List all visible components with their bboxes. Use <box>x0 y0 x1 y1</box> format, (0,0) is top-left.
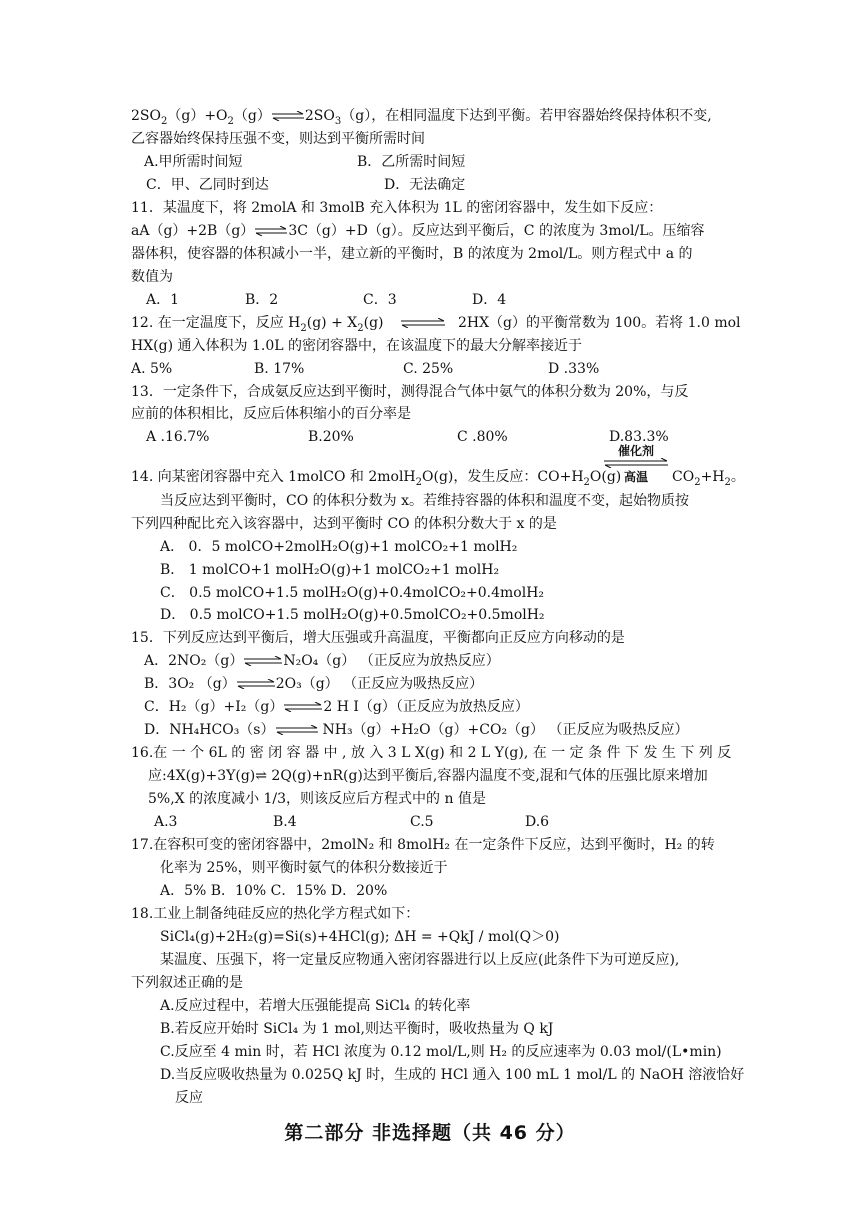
equilibrium-arrow-icon <box>271 111 305 121</box>
high-temperature-label: 高温 <box>623 470 648 484</box>
q14-option-b: B． 1 molCO+1 molH₂O(g)+1 molCO₂+1 molH₂ <box>160 562 500 578</box>
q10-option-b: B．乙所需时间短 <box>357 154 466 170</box>
q14-option-c: C． 0.5 molCO+1.5 molH₂O(g)+0.4molCO₂+0.4molH₂ <box>160 585 545 601</box>
q16-option-c: C.5 <box>410 814 434 830</box>
q18-option-c: C.反应至 4 min 时，若 HCl 浓度为 0.12 mol/L,则 H₂ 的反应速率为 0.03 mol/(L•min) <box>160 1044 722 1060</box>
q11-line-2: aA（g）+2B（g） 3C（g）+D（g）。反应达到平衡后，C 的浓度为 3mol/L。压缩容 <box>131 223 705 239</box>
q15-line-1: 15．下列反应达到平衡后，增大压强或升高温度，平衡都向正反应方向移动的是 <box>131 630 625 646</box>
q14-line-3: 下列四种配比充入该容器中，达到平衡时 CO 的体积分数大于 x 的是 <box>131 516 557 532</box>
q12-option-a: A. 5% <box>131 361 173 377</box>
q16-line-1: 16.在 一 个 6L 的 密 闭 容 器 中 , 放 入 3 L X(g) 和 2 L Y(g), 在 一 定 条 件 下 发 生 下 列 反 <box>131 745 732 761</box>
q10-line-1: $2SO_2(g)+O_2(g)$ $2SO_3(g)$，在相同温度下达到平衡。若甲容器始终保持体积不变, <box>131 108 712 127</box>
q16-option-d: D.6 <box>525 814 550 830</box>
q15-option-c: C．H₂（g）+I₂（g） 2 H I（g）（正反应为放热反应） <box>144 699 529 715</box>
q16-line-2: 应:4X(g)+3Y(g)⇌ 2Q(g)+nR(g)达到平衡后,容器内温度不变,混和气体的压强比原来增加 <box>148 768 708 784</box>
q13-option-c: C .80% <box>457 429 508 445</box>
equilibrium-arrow-icon <box>400 318 446 328</box>
q18-option-b: B.若反应开始时 SiCl₄ 为 1 mol,则达平衡时，吸收热量为 Q kJ <box>160 1021 554 1037</box>
q18-equation: SiCl₄(g)+2H₂(g)=Si(s)+4HCl(g); ΔH = +QkJ / mol(Q＞0) <box>160 929 560 945</box>
q17-line-2: 化率为 25%，则平衡时氨气的体积分数接近于 <box>160 860 448 876</box>
q15-option-b: B．3O₂ （g） 2O₃（g） （正反应为吸热反应） <box>144 676 484 692</box>
q11-option-d: D．4 <box>472 292 507 308</box>
q10-option-d: D．无法确定 <box>384 177 466 193</box>
q11-option-c: C．3 <box>363 292 397 308</box>
catalyst-label: 催化剂 <box>617 444 654 458</box>
q12-option-b: B. 17% <box>254 361 305 377</box>
q16-option-b: B.4 <box>273 814 297 830</box>
q11-line-1: 11．某温度下，将 2molA 和 3molB 充入体积为 1L 的密闭容器中，发生如下反应： <box>131 200 663 216</box>
q18-line-3: 某温度、压强下，将一定量反应物通入密闭容器进行以上反应(此条件下为可逆反应), <box>160 952 680 968</box>
q13-option-d: D.83.3% <box>609 429 669 445</box>
equilibrium-arrow-icon <box>275 725 319 735</box>
q16-option-a: A.3 <box>154 814 178 830</box>
q18-option-d-continued: 反应 <box>175 1090 203 1106</box>
equilibrium-arrow-icon <box>283 702 323 712</box>
q11-option-a: A．1 <box>146 292 180 308</box>
q18-option-a: A.反应过程中，若增大压强能提高 SiCl₄ 的转化率 <box>160 998 471 1014</box>
equilibrium-arrow-icon <box>236 679 276 689</box>
q10-line-2: 乙容器始终保持压强不变，则达到平衡所需时间 <box>131 131 425 147</box>
q17-line-1: 17.在容积可变的密闭容器中，2molN₂ 和 8molH₂ 在一定条件下反应，达到平衡时，H₂ 的转 <box>131 837 715 853</box>
q12-option-d: D .33% <box>548 361 600 377</box>
q15-option-d: D．NH₄HCO₃（s） NH₃（g）+H₂O（g）+CO₂（g） （正反应为吸热反应） <box>144 722 689 738</box>
q12-line-2: HX(g) 通入体积为 1.0L 的密闭容器中，在该温度下的最大分解率接近于 <box>131 338 582 354</box>
q18-line-1: 18.工业上制备纯硅反应的热化学方程式如下： <box>131 906 420 922</box>
q17-options: A．5% B．10% C．15% D．20% <box>160 883 388 899</box>
q16-line-3: 5%,X 的浓度减小 1/3，则该反应后方程式中的 n 值是 <box>148 791 486 807</box>
q15-option-a: A．2NO₂（g） N₂O₄（g） （正反应为放热反应） <box>144 653 500 669</box>
q13-option-b: B.20% <box>308 429 354 445</box>
q13-option-a: A .16.7% <box>146 429 210 445</box>
q14-option-a: A． 0．5 molCO+2molH₂O(g)+1 molCO₂+1 molH₂ <box>160 539 518 555</box>
q10-option-c: C．甲、乙同时到达 <box>146 177 269 193</box>
equilibrium-arrow-icon <box>254 226 288 236</box>
q12-option-c: C. 25% <box>403 361 454 377</box>
equilibrium-arrow-icon <box>243 656 283 666</box>
section-heading: 第二部分 非选择题（共 46 分） <box>284 1122 576 1144</box>
q10-option-a: A.甲所需时间短 <box>144 154 243 170</box>
q14-line-2: 当反应达到平衡时，CO 的体积分数为 x。若维持容器的体积和温度不变，起始物质按 <box>160 493 689 509</box>
q11-option-b: B．2 <box>245 292 279 308</box>
q11-line-4: 数值为 <box>131 269 173 285</box>
q12-line-1: 12. 在一定温度下，反应 $H_2(g) + X_2(g)$ 2HX（g）的平衡常数为 100。若将 1.0 mol <box>131 315 741 334</box>
q14-option-d: D． 0.5 molCO+1.5 molH₂O(g)+0.5molCO₂+0.5molH₂ <box>160 607 545 623</box>
q14-line-1: 14. 向某密闭容器中充入 1molCO 和 2molH$_2$O(g)，发生反应：$CO+H_2O(g)$ <box>131 469 622 488</box>
q14-line-1-products: $CO_2+H_2$。 <box>672 469 745 488</box>
q18-option-d: D.当反应吸收热量为 0.025Q kJ 时，生成的 HCl 通入 100 mL 1 mol/L 的 NaOH 溶液恰好 <box>160 1067 745 1083</box>
q11-line-3: 器体积，使容器的体积减小一半，建立新的平衡时，B 的浓度为 2mol/L。则方程式中 a 的 <box>131 246 693 262</box>
q18-line-4: 下列叙述正确的是 <box>131 975 243 991</box>
q13-line-2: 应前的体积相比，反应后体积缩小的百分率是 <box>131 406 411 422</box>
q13-line-1: 13．一定条件下，合成氨反应达到平衡时，测得混合气体中氨气的体积分数为 20%，与反 <box>131 384 689 400</box>
